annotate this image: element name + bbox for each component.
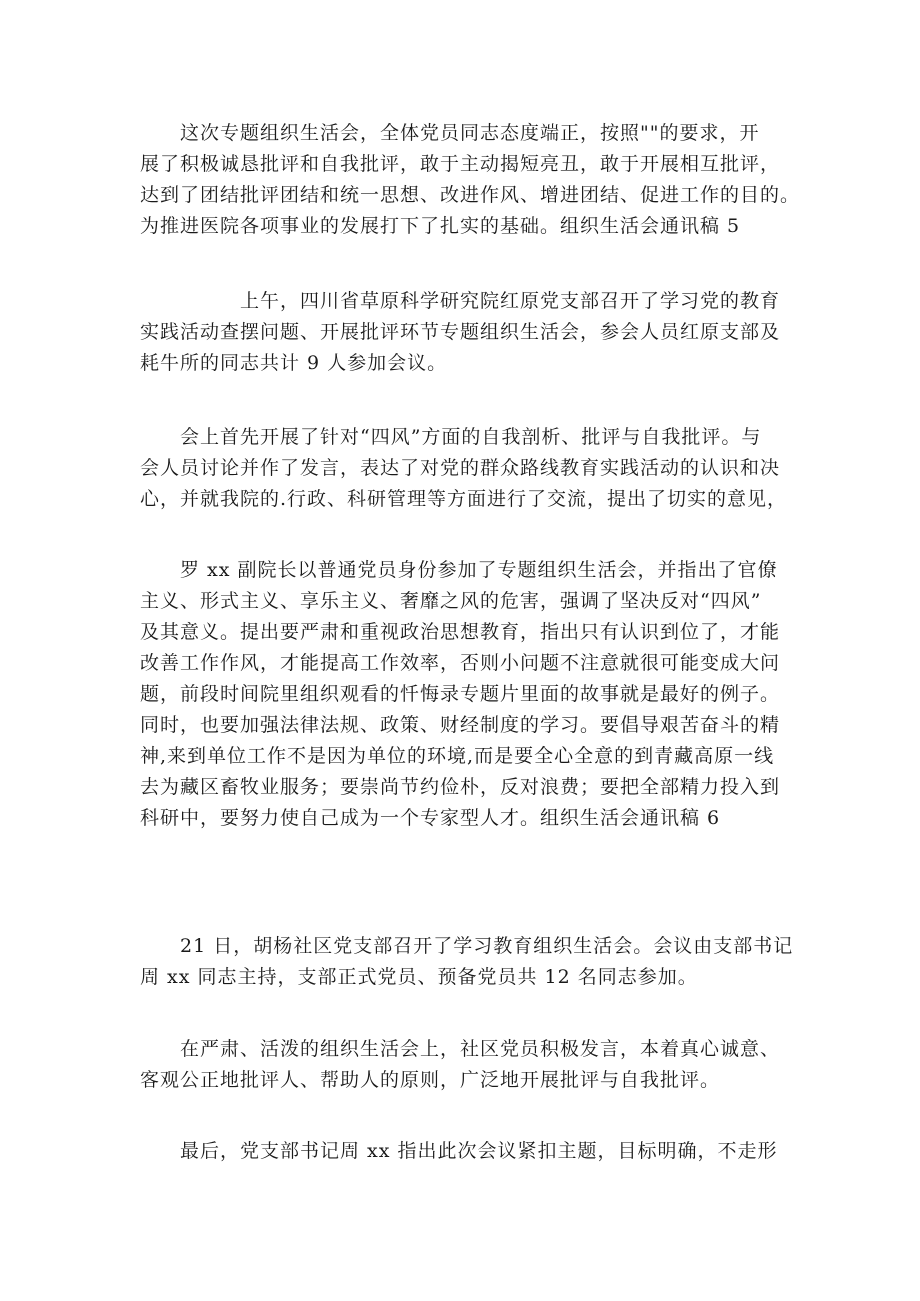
text-line: 改善工作作风，才能提高工作效率，否则小问题不注意就很可能变成大问 <box>140 652 781 674</box>
text-line: 题，前段时间院里组织观看的忏悔录专题片里面的故事就是最好的例子。 <box>140 683 781 705</box>
text-line: 实践活动查摆问题、开展批评环节专题组织生活会，参会人员红原支部及 <box>140 321 781 343</box>
text-line: 会人员讨论并作了发言，表达了对党的群众路线教育实践活动的认识和决 <box>140 457 781 479</box>
paragraph-2 <box>140 286 792 379</box>
text-line: 上午，四川省草原科学研究院红原党支部召开了学习党的教育 <box>140 290 781 312</box>
text-line: 神,来到单位工作不是因为单位的环境,而是要全心全意的到青藏高原一线 <box>140 745 775 767</box>
text-line: 最后，党支部书记周 xx 指出此次会议紧扣主题，目标明确，不走形 <box>140 1140 778 1162</box>
paragraph-7 <box>140 1136 792 1167</box>
text-line: 这次专题组织生活会，全体党员同志态度端正，按照""的要求，开 <box>140 122 760 144</box>
text-line: 为推进医院各项事业的发展打下了扎实的基础。组织生活会通讯稿 5 <box>140 215 741 237</box>
text-line: 心，并就我院的.行政、科研管理等方面进行了交流，提出了切实的意见， <box>140 488 788 510</box>
text-line: 周 xx 同志主持，支部正式党员、预备党员共 12 名同志参加。 <box>140 966 698 988</box>
text-line: 及其意义。提出要严肃和重视政治思想教育，指出只有认识到位了，才能 <box>140 621 781 643</box>
text-line: 展了积极诚恳批评和自我批评，敢于主动揭短亮丑，敢于开展相互批评， <box>140 153 781 175</box>
text-line: 达到了团结批评团结和统一思想、改进作风、增进团结、促进工作的目的。 <box>140 184 801 206</box>
text-line: 主义、形式主义、享乐主义、奢靡之风的危害，强调了坚决反对“四风” <box>140 590 762 612</box>
paragraph-4 <box>140 555 792 834</box>
text-line: 会上首先开展了针对“四风”方面的自我剖析、批评与自我批评。与 <box>140 426 762 448</box>
text-line: 去为藏区畜牧业服务；要崇尚节约俭朴，反对浪费；要把全部精力投入到 <box>140 776 781 798</box>
text-line: 耗牛所的同志共计 9 人参加会议。 <box>140 352 448 374</box>
text-line: 在严肃、活泼的组织生活会上，社区党员积极发言，本着真心诚意、 <box>140 1038 781 1060</box>
text-line: 科研中，要努力使自己成为一个专家型人才。组织生活会通讯稿 6 <box>140 807 721 829</box>
paragraph-3 <box>140 422 792 515</box>
text-line: 21 日，胡杨社区党支部召开了学习教育组织生活会。会议由支部书记 <box>140 935 794 957</box>
text-line: 客观公正地批评人、帮助人的原则，广泛地开展批评与自我批评。 <box>140 1069 721 1091</box>
paragraph-6 <box>140 1034 792 1096</box>
paragraph-5 <box>140 931 792 993</box>
text-line: 罗 xx 副院长以普通党员身份参加了专题组织生活会，并指出了官僚 <box>140 559 778 581</box>
paragraph-1 <box>140 118 801 242</box>
text-line: 同时，也要加强法律法规、政策、财经制度的学习。要倡导艰苦奋斗的精 <box>140 714 781 736</box>
